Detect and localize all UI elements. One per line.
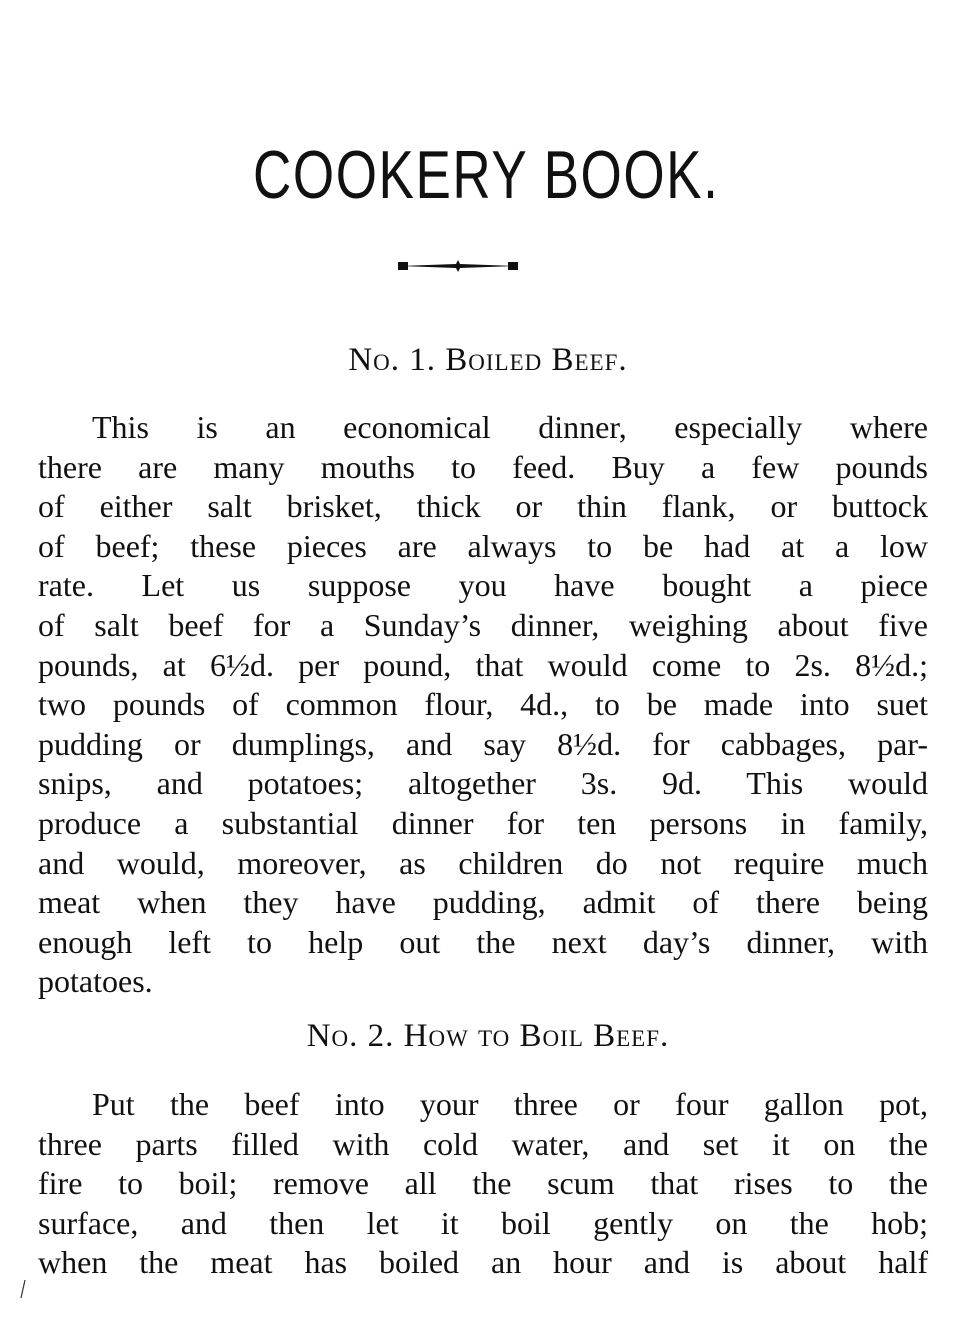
text-line: when the meat has boiled an hour and is about half [38,1244,928,1281]
section-paragraph [38,1085,928,1283]
text-line: there are many mouths to feed. Buy a few pounds [38,448,928,485]
text-line: This is an economical dinner, especially where [92,409,928,445]
margin-mark [18,1278,28,1300]
text-line: two pounds of common flour, 4d., to be made into suet [38,686,928,723]
page-title: COOKERY BOOK. [253,137,720,213]
text-line: of salt beef for a Sunday’s dinner, weighing about five [38,606,928,643]
section-paragraph [38,408,928,1002]
section-heading: No. 2. How to Boil Beef. [306,1018,670,1054]
text-line: and would, moreover, as children do not require much [38,844,928,881]
text-line: of either salt brisket, thick or thin flank, or buttock [38,488,928,525]
text-line: meat when they have pudding, admit of there being [38,884,928,921]
text-line: of beef; these pieces are always to be had at a low [38,527,928,564]
ornament-divider [396,254,520,278]
text-line: rate. Let us suppose you have bought a piece [38,567,928,604]
text-line: produce a substantial dinner for ten persons in family, [38,804,928,841]
text-line: enough left to help out the next day’s dinner, with [38,923,928,960]
text-line: surface, and then let it boil gently on the hob; [38,1204,928,1241]
text-line: Put the beef into your three or four gallon pot, [92,1086,928,1122]
text-line: fire to boil; remove all the scum that rises to the [38,1165,928,1202]
text-line: three parts filled with cold water, and set it on the [38,1125,928,1162]
text-line: pudding or dumplings, and say 8½d. for cabbages, par- [38,725,928,762]
section-heading: No. 1. Boiled Beef. [348,342,628,378]
text-line: potatoes. [38,963,153,1000]
text-line: snips, and potatoes; altogether 3s. 9d. This would [38,765,928,802]
text-line: pounds, at 6½d. per pound, that would come to 2s. 8½d.; [38,646,928,683]
